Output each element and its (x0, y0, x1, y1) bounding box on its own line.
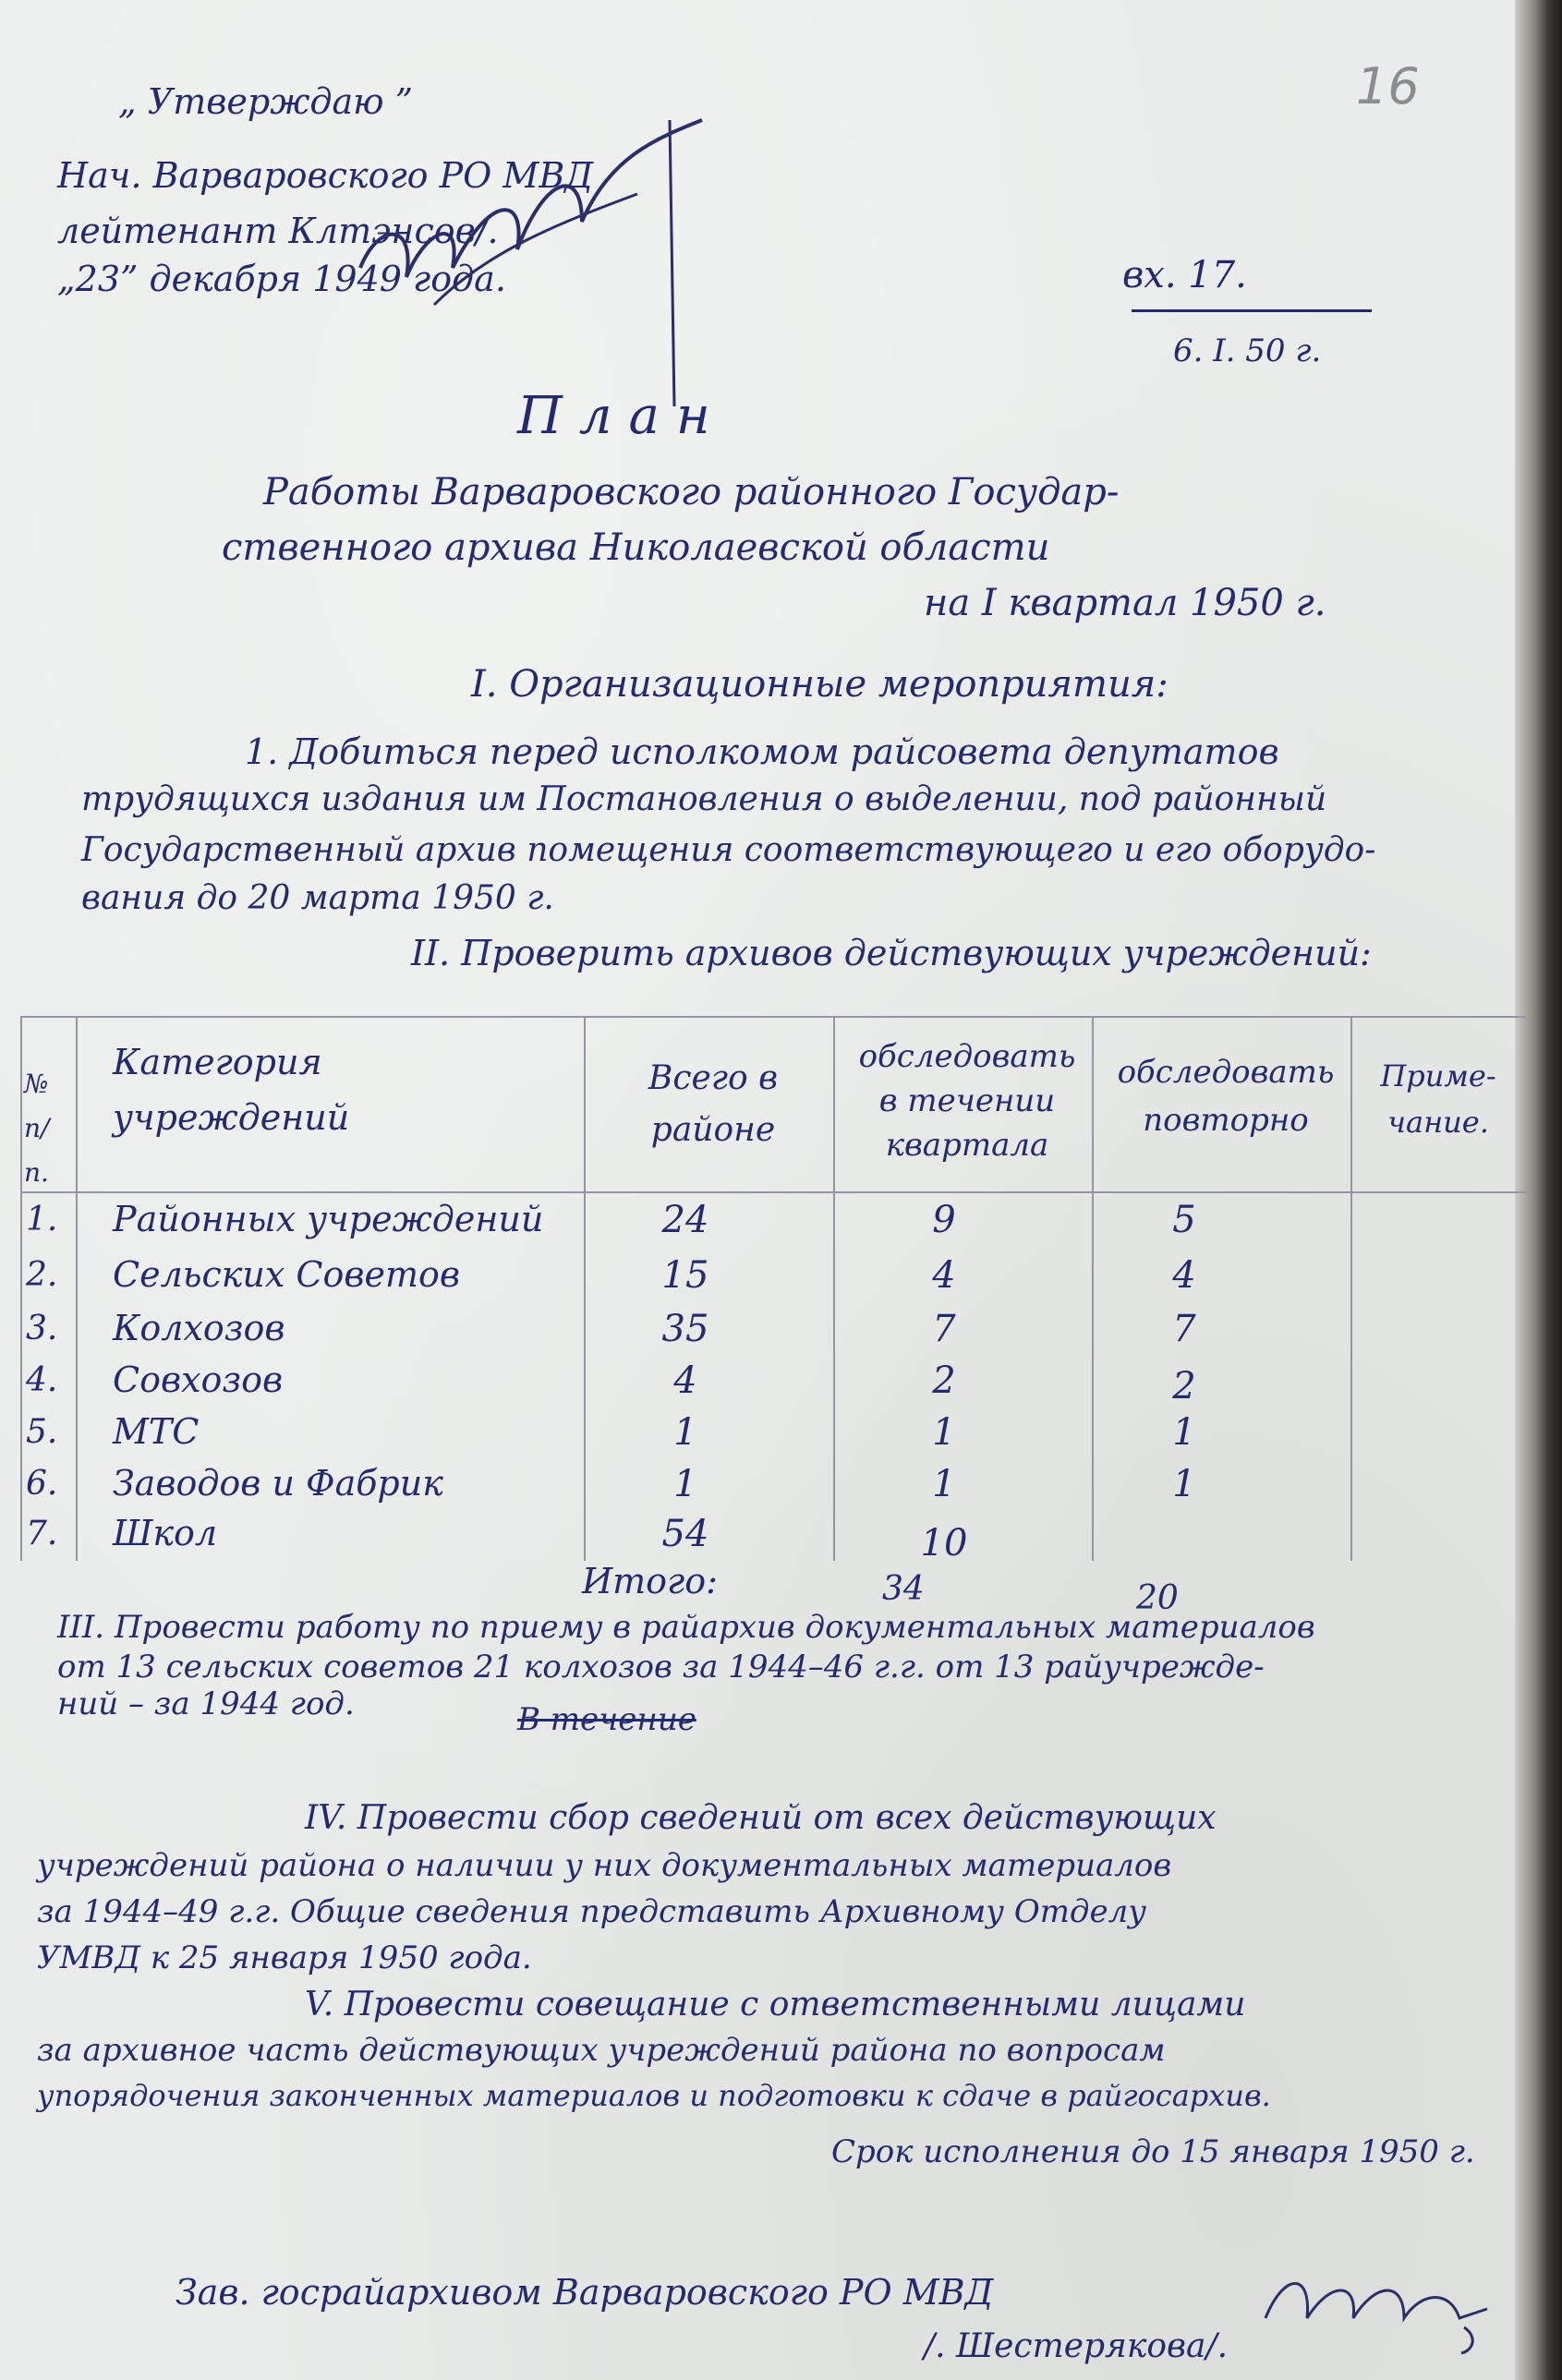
table-row-1-quarter: 9 (932, 1199, 956, 1241)
col-header-total: Всего в районе (648, 1059, 779, 1149)
approval-line2: лейтенант Клтэнсов/. (57, 211, 499, 251)
inspection-table (20, 1016, 1526, 1565)
section5-line-2: за архивное часть действующих учреждений района по вопросам (37, 2032, 1166, 2069)
table-row-7-quarter: 10 (920, 1522, 968, 1565)
table-row-3-quarter: 7 (932, 1308, 956, 1350)
approval-signature (305, 83, 730, 416)
table-row-4-total: 4 (673, 1359, 697, 1402)
signature-title: Зав. госрайархивом Варваровского РО МВД (176, 2272, 994, 2313)
table-row-3-name: Колхозов (113, 1308, 285, 1348)
section3-line-3: ний – за 1944 год. (57, 1685, 355, 1722)
page-number: 16 (1356, 57, 1420, 115)
table-row-2-total: 15 (661, 1254, 709, 1297)
table-row-6-repeat: 1 (1172, 1463, 1196, 1505)
table-total-repeat: 20 (1136, 1579, 1179, 1617)
table-row-2-name: Сельских Советов (113, 1254, 460, 1295)
subtitle-line-1: Работы Варваровского районного Государ- (263, 471, 1120, 513)
subtitle-line-2: ственного архива Николаевской области (222, 526, 1050, 569)
table-row-6-name: Заводов и Фабрик (113, 1463, 443, 1504)
table-row-3-total: 35 (661, 1308, 709, 1350)
table-row-4-repeat: 2 (1172, 1365, 1196, 1407)
table-row-5-number: 5. (26, 1413, 58, 1451)
table-row-7-name: Школ (113, 1513, 218, 1553)
section4-line-2: учреждений района о наличии у них документальных материалов (37, 1847, 1172, 1884)
table-row-6-quarter: 1 (932, 1463, 956, 1505)
section4-line-4: УМВД к 25 января 1950 года. (37, 1939, 532, 1976)
approval-title: „ Утверждаю ” (118, 81, 414, 122)
table-row-5-repeat: 1 (1172, 1411, 1196, 1454)
section4-line-3: за 1944–49 г.г. Общие сведения представить Архивному Отделу (37, 1893, 1146, 1930)
table-row-5-quarter: 1 (932, 1411, 956, 1454)
subtitle-line-3: на I квартал 1950 г. (924, 582, 1326, 624)
incoming-divider (1132, 309, 1372, 312)
doc-title: План (517, 386, 727, 446)
table-row-1-number: 1. (26, 1201, 58, 1238)
section3-note: В течение (517, 1701, 696, 1738)
section4-line-1: IV. Провести сбор сведений от всех действующих (305, 1799, 1217, 1837)
col-header-category: Категория учреждений (113, 1042, 350, 1138)
section1-line-3: Государственный архив помещения соответствующего и его оборудо- (81, 831, 1376, 869)
section5-deadline: Срок исполнения до 15 января 1950 г. (831, 2133, 1475, 2170)
section1-line-4: вания до 20 марта 1950 г. (81, 879, 554, 917)
col-header-note: Приме-чание. (1380, 1058, 1496, 1140)
section5-line-3: упорядочения законченных материалов и подготовки к сдаче в райгосархив. (37, 2078, 1271, 2113)
table-row-2-number: 2. (26, 1256, 58, 1294)
table-row-6-number: 6. (26, 1465, 58, 1503)
head-signature (1256, 2253, 1496, 2355)
section1-line-2: трудящихся издания им Постановления о выделении, под районный (81, 780, 1327, 818)
approval-line1: Нач. Варваровского РО МВД (57, 155, 594, 196)
table-row-7-number: 7. (26, 1515, 58, 1552)
section1-line-1: 1. Добиться перед исполкомом райсовета депутатов (245, 731, 1279, 772)
table-row-5-total: 1 (673, 1411, 697, 1454)
section5-line-1: V. Провести совещание с ответственными лицами (305, 1986, 1246, 2024)
table-row-2-quarter: 4 (932, 1254, 956, 1297)
table-row-2-repeat: 4 (1172, 1254, 1196, 1297)
table-row-6-total: 1 (673, 1463, 697, 1505)
incoming-date: 6. I. 50 г. (1173, 332, 1322, 369)
col-header-repeat: обследовать повторно (1117, 1054, 1335, 1139)
table-row-1-name: Районных учреждений (113, 1199, 544, 1239)
table-row-4-name: Совхозов (113, 1359, 284, 1400)
table-row-5-name: МТС (113, 1411, 200, 1452)
table-row-4-number: 4. (26, 1361, 58, 1399)
table-row-3-repeat: 7 (1172, 1308, 1196, 1350)
table-total-quarter: 34 (882, 1570, 925, 1608)
table-row-1-total: 24 (661, 1199, 709, 1241)
col-header-quarter: обследовать в течении квартала (858, 1038, 1076, 1164)
table-row-7-total: 54 (661, 1513, 709, 1555)
table-row-3-number: 3. (26, 1310, 58, 1347)
section3-line-2: от 13 сельских советов 21 колхозов за 1944–46 г.г. от 13 райучрежде- (57, 1649, 1265, 1685)
table-row-4-quarter: 2 (932, 1359, 956, 1402)
section1-heading: I. Организационные мероприятия: (471, 663, 1168, 706)
table-row-1-repeat: 5 (1172, 1199, 1196, 1241)
section2-heading: II. Проверить архивов действующих учреждений: (411, 933, 1372, 973)
approval-line3: „23” декабря 1949 года. (57, 259, 506, 299)
section3-line-1: III. Провести работу по приему в райархив документальных материалов (57, 1609, 1315, 1646)
signature-name: /. Шестерякова/. (924, 2327, 1229, 2365)
incoming-number: вх. 17. (1122, 254, 1247, 296)
col-header-number: № п/п. (24, 1069, 50, 1188)
table-total-label: Итого: (582, 1561, 718, 1601)
